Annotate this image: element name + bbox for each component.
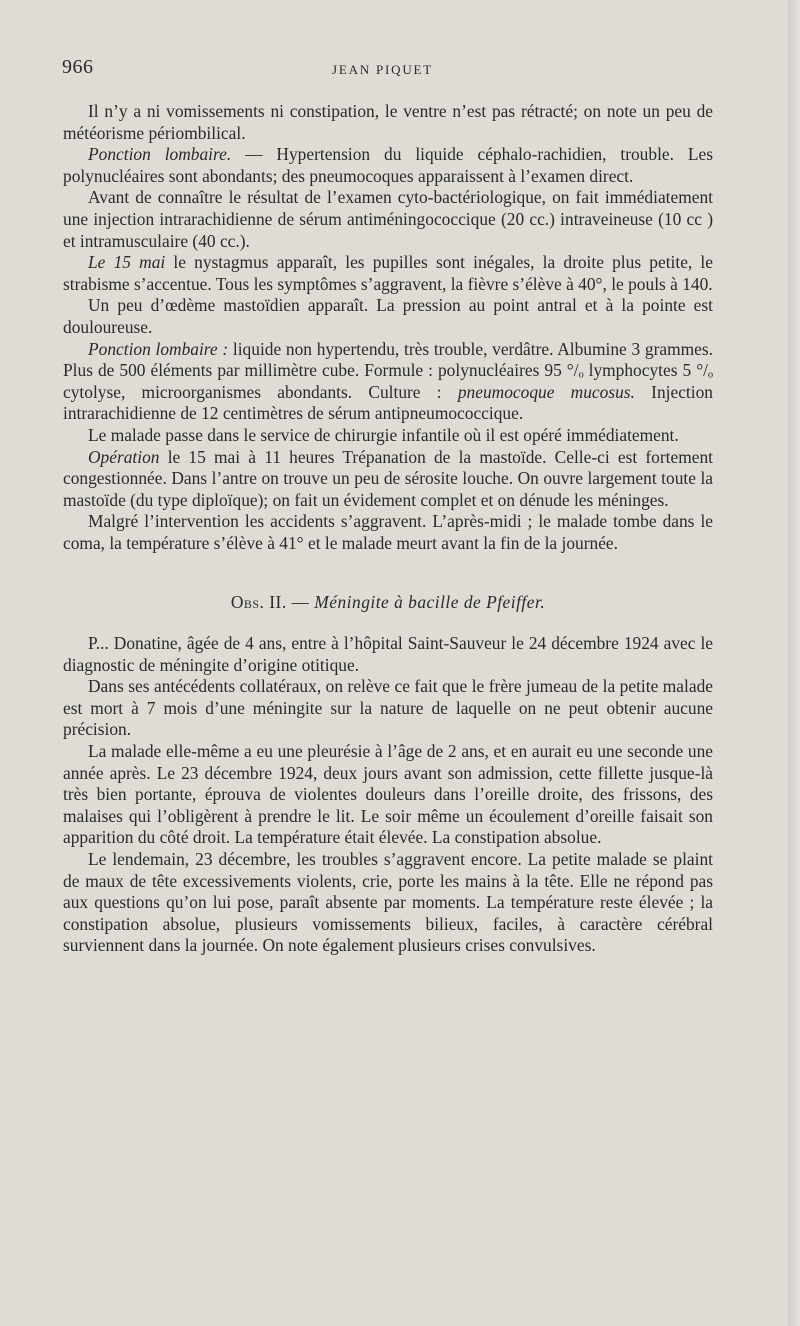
paragraph-3: Avant de connaître le résultat de l’examen cyto-bactériologique, on fait immédiatement une injection intrarachidienne de sérum antiméningococcique (20 cc.) intraveineuse (10 cc ) et intramusculaire (40 cc.). [63,187,713,251]
paragraph-4-text: le nystagmus apparaît, les pupilles sont inégales, la droite plus petite, le strabisme s’accentue. Tous les symptômes s’aggravent, la fièvre s’élève à 40°, le pouls à 140. [63,252,713,294]
paragraph-2 [63,144,713,187]
paragraph-5: Un peu d’œdème mastoïdien apparaît. La pression au point antral et à la pointe est douloureuse. [63,295,713,337]
page-edge [788,0,800,1326]
culture-name: pneumocoque mucosus. [457,381,635,402]
paragraph-7: Le malade passe dans le service de chirurgie infantile où il est opéré immédiatement. [88,424,679,445]
paragraph-1: Il n’y a ni vomissements ni constipation, le ventre n’est pas rétracté; on note un peu de météorisme périombilical. [63,101,713,143]
operation-label: Opération [88,446,160,467]
paragraph-11: Dans ses antécédents collatéraux, on relève ce fait que le frère jumeau de la petite malade est mort à 7 mois d’une méningite sur la nature de laquelle on ne peut obtenir aucune précision. [63,676,713,740]
paragraph-8-text: le 15 mai à 11 heures Trépanation de la mastoïde. Celle-ci est fortement congestionnée. Dans l’antre on trouve un peu de sérosite louche. On ouvre largement toute la mastoïde (du type diploïque); on fait un évidement complet et on dénude les méninges. [63,446,713,510]
paragraph-6 [63,339,713,425]
paragraph-10: P... Donatine, âgée de 4 ans, entre à l’hôpital Saint-Sauveur le 24 décembre 1924 avec le diagnostic de méningite d’origine otitique. [63,633,713,675]
page-header [62,56,712,84]
paragraph-6-text-a: liquide non hypertendu, très trouble, verdâtre. Albumine 3 grammes. Plus de 500 éléments par millimètre cube. Formule : polynucléaires 95 °/ₒ lymphocytes 5 °/ₒ cytolyse, microorganismes abondants. Culture : [63,338,713,402]
observation-title: Méningite à bacille de Pfeiffer. [314,592,546,613]
paragraph-9: Malgré l’intervention les accidents s’aggravent. L’après-midi ; le malade tombe dans le coma, la température s’élève à 41° et le malade meurt avant la fin de la journée. [63,511,713,553]
paragraph-6-text-b: Injection intrarachidienne de 12 centimètres de sérum antipneumococcique. [63,381,713,424]
paragraph-12: La malade elle-même a eu une pleurésie à l’âge de 2 ans, et en aurait eu une seconde une année après. Le 23 décembre 1924, deux jours avant son admission, cette fillette jusque-là très bien portante, éprouva de violentes douleurs dans l’oreille droite, des frissons, des malaises qui l’obligèrent à prendre le lit. Le soir même un écoulement d’oreille faisait son apparition du côté droit. La température était élevée. La constipation absolue. [63,741,713,848]
running-head: JEAN PIQUET [332,62,434,77]
paragraph-4 [63,252,713,295]
paragraph-2-text: — Hypertension du liquide céphalo-rachidien, trouble. Les polynucléaires sont abondants; des pneumocoques apparaissent à l’examen direct. [63,144,713,186]
date-label: Le 15 mai [88,252,166,273]
paragraph-13: Le lendemain, 23 décembre, les troubles s’aggravent encore. La petite malade se plaint de maux de tête excessivements violents, crie, porte les mains à la tête. Elle ne répond pas aux questions qu’on lui pose, paraît absente par moments. La température reste élevée ; la constipation absolue, plusieurs vomissements bilieux, faciles, à caractère cérébral surviennent dans la journée. On note également plusieurs crises convulsives. [63,849,713,956]
body-text [63,101,713,957]
page-number: 966 [62,56,94,78]
ponction-label-2: Ponction lombaire : [88,338,229,359]
observation-prefix: Obs. II. — [230,592,315,613]
observation-heading [63,592,713,614]
ponction-label: Ponction lombaire. [88,144,232,165]
paragraph-8 [63,447,713,512]
